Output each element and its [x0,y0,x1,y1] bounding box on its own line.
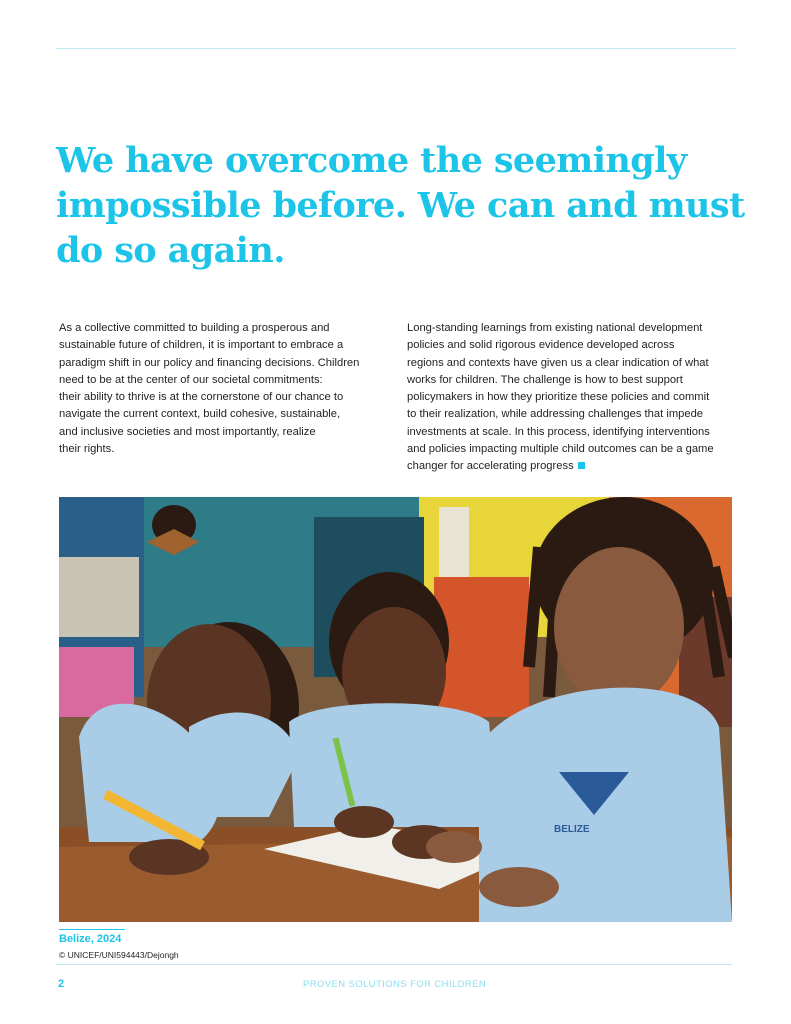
body-line: policies and solid rigorous evidence developed across [407,339,675,352]
body-line-last [407,458,737,475]
footer-rule [56,964,732,965]
body-line: their ability to thrive is at the cornerstone of our chance to [59,391,344,404]
running-title: PROVEN SOLUTIONS FOR CHILDREN [303,979,487,990]
body-column-right [407,320,737,476]
body-line: navigate the current context, build cohesive, sustainable, [59,408,341,421]
body-line: As a collective committed to building a prosperous and [59,322,330,334]
shirt-logo-text: BELIZE [554,824,590,835]
body-column-left [59,320,389,458]
caption-rule [59,929,125,930]
body-line: regions and contexts have given us a clear indication of what [407,356,709,369]
headline-line-1: We have overcome the seemingly [56,140,687,181]
photo-credit: © UNICEF/UNI594443/Dejongh [59,950,179,960]
headline-line-2: impossible before. We can and must [56,185,745,226]
body-line: need to be at the center of our societal commitments: [59,373,323,386]
body-line: and inclusive societies and most importantly, realize [59,425,316,438]
top-rule [56,48,736,49]
end-of-article-mark [578,462,585,469]
body-line-text: changer for accelerating progress [407,460,574,473]
page-headline [56,138,745,273]
body-line: Long-standing learnings from existing national development [407,322,703,334]
body-line: sustainable future of children, it is important to embrace a [59,339,344,352]
classroom-photo [59,497,732,922]
headline-line-3: do so again. [56,230,285,271]
body-line: works for children. The challenge is how to best support [407,373,683,386]
page-number: 2 [58,978,65,990]
body-line: investments at scale. In this process, identifying interventions [407,425,710,438]
photo-caption-title: Belize, 2024 [59,933,122,945]
body-line: to their realization, while addressing challenges that impede [407,408,704,421]
body-line: and policies impacting multiple child outcomes can be a game [407,443,714,456]
photo-illustration [59,497,732,922]
body-line: their rights. [59,443,115,456]
body-line: policymakers in how they prioritize these policies and commit [407,391,710,404]
body-line: paradigm shift in our policy and financing decisions. Children [59,356,360,369]
